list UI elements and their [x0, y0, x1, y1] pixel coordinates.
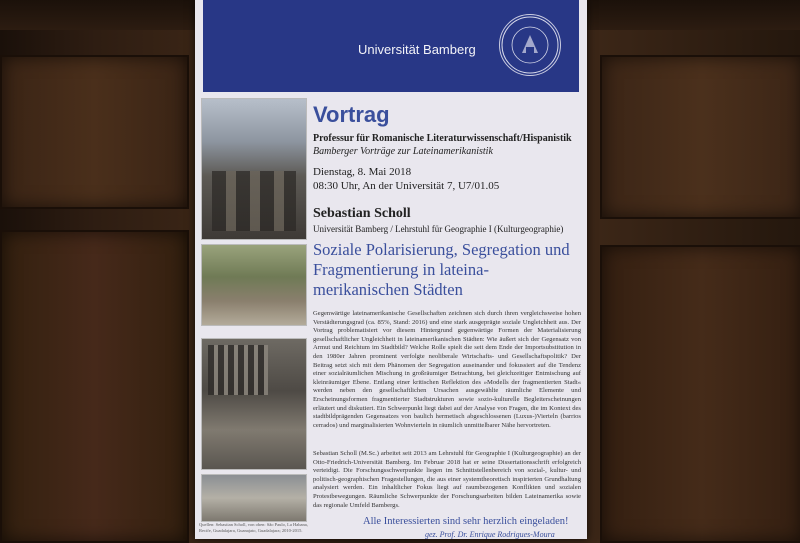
speaker-name: Sebastian Scholl — [313, 206, 411, 221]
city-photo-sao-paulo — [201, 98, 307, 240]
poster-header — [203, 0, 579, 92]
lecture-series: Bamberger Vorträge zur Lateinamerikanistik — [313, 146, 493, 157]
door-panel-right-top — [600, 55, 800, 219]
speaker-affiliation: Universität Bamberg / Lehrstuhl für Geographie I (Kulturgeographie) — [313, 224, 564, 234]
photo-column — [201, 98, 305, 520]
city-photo-slum — [201, 338, 307, 470]
lecture-time-place: 08:30 Uhr, An der Universität 7, U7/01.05 — [313, 180, 500, 192]
poster-title: Vortrag — [313, 102, 390, 127]
signature: gez. Prof. Dr. Enrique Rodrigues-Moura — [425, 530, 555, 539]
professorship: Professur für Romanische Literaturwissenschaft/Hispanistik — [313, 133, 572, 144]
door-panel-left-top — [0, 55, 189, 209]
door-panel-right-bottom — [600, 245, 800, 543]
photo-caption: Quellen: Sebastian Scholl, von oben: São Paulo, La Habana, Recife, Guadalajara, Guanajato, Guadalajara; 2010-2015. — [199, 522, 308, 533]
talk-title: Soziale Polarisierung, Segregation und Fragmentierung in lateina-merikanischen Städten — [313, 240, 570, 299]
abstract-text: Gegenwärtige lateinamerikanische Gesellschaften zeichnen sich durch ihren vergleichsweise hohen Verstädterungsgrad (ca. 85%, Stand: 2016) und eine stark ausgeprägte soziale Ungleichheit aus. Der Vortrag problematisiert vor diesem Hintergrund gegenwärtige Formen der Materialisierung gesellschaftlicher Ungleichheit in lateinamerikanischen Städten: Wie äußert sich der Gegensatz von Armut und Reichtum im Stadtbild? Welche Rolle spielt die seit dem Ende der Importsubstitution in den 1980er Jahren prominent verfolgte neoliberale Wirtschafts- und Gesellschaftspolitik? Der Beitrag setzt sich mit dem Phänomen der Segregation auseinander und fokussiert auf die Tendenz einer sozialräumlichen Mischung in großräumiger Betrachtung, bei gleichzeitiger Entmischung auf kleinräumiger Ebene. Entlang einer kritischen Reflektion des »Modells der fragmentierten Stadt« werden neben den gesellschaftlichen Ursachen ausgewählte räumliche Elemente und Erscheinungsformen fragmentierter Stadtstrukturen sowie sozio-kulturelle Begleiterscheinungen erläutert und diskutiert. Ein Schwerpunkt liegt dabei auf der Analyse von Fragen, die im Kontext des stadtbildprägenden Gegensatzes von baulich hermetisch abgeschlossenen (Luxus-)Vierteln (barrios cerrados) und marginalisierten Wohnvierteln in räumlich unmittelbarer Nähe hervortreten. — [313, 310, 581, 429]
door-panel-left-bottom — [0, 230, 189, 543]
city-photo-street — [201, 244, 307, 326]
lecture-date: Dienstag, 8. Mai 2018 — [313, 166, 412, 178]
speaker-bio: Sebastian Scholl (M.Sc.) arbeitet seit 2013 am Lehrstuhl für Geographie I (Kulturgeographie) an der Otto-Friedrich-Universität Bamberg. Im Februar 2018 hat er seine Dissertationsschrift erfolgreich verteidigt. Die Forschungsschwerpunkte liegen im Schnittstellenbereich von sozial-, kultur- und politisch-geographischen Fragestellungen, die aus einer systemtheoretisch inspirierten Grundhaltung analysiert werden. Ein inhaltlicher Fokus liegt auf raumbezogenen Konflikten und sozialen Protestbewegungen. Räumliche Schwerpunkte der Forschungsarbeiten bilden Lateinamerika sowie das regionale Umfeld Bambergs. — [313, 450, 581, 509]
city-photo-aerial — [201, 474, 307, 522]
university-seal-icon — [499, 14, 561, 76]
university-name: Universität Bamberg — [358, 42, 476, 57]
lecture-poster — [195, 0, 587, 539]
invitation: Alle Interessierten sind sehr herzlich eingeladen! — [363, 516, 569, 527]
